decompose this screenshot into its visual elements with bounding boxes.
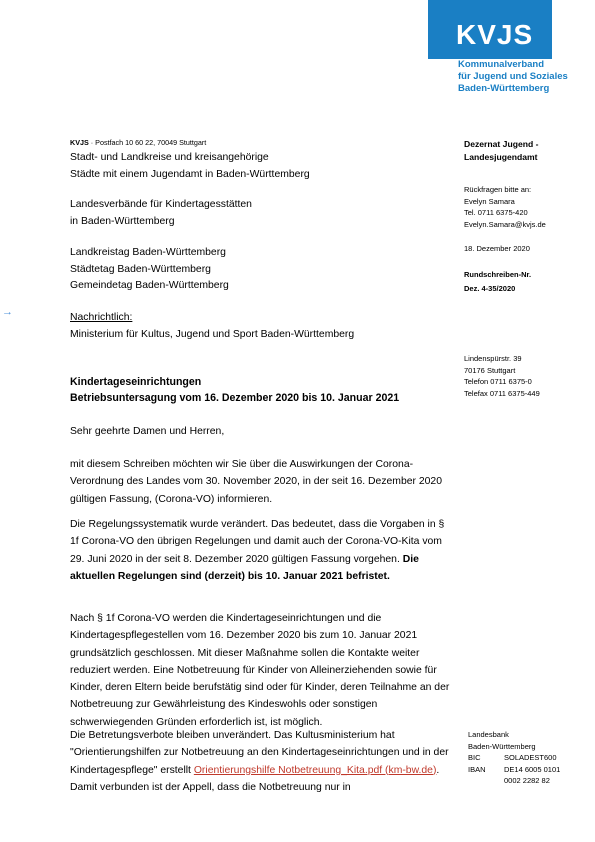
subject-line-1: Kindertageseinrichtungen [70,376,202,388]
iban-value: DE14 6005 0101 [504,764,561,774]
logo-mark: KVJS [456,19,534,50]
department-line: Dezernat Jugend - [464,139,539,149]
recipient-block-3 [70,245,229,295]
recipient-line: Landesverbände für Kindertagesstätten [70,199,252,210]
department-line: Landesjugendamt [464,151,538,162]
bank-name-line: Landesbank [468,730,509,739]
recipient-block-1 [70,150,310,183]
paragraph-2-text: Die Regelungssystematik wurde verändert. Das bedeutet, dass die Vorgaben in § 1f Corona-VO den übrigen Regelungen und damit auch der Corona-VO-Kita vom 29. Juni 2020 in der seit 8. Dezember 2020 gültigen Fassung vorgehen. [70,519,445,565]
recipient-line: Städtetag Baden-Württemberg [70,263,211,275]
contact-phone: Tel. 0711 6375-420 [464,208,528,217]
paragraph-3: Nach § 1f Corona-VO werden die Kindertageseinrichtungen und die Kindertagespflegestellen vom 16. Dezember 2020 bis zum 10. Januar 2021 grundsätzlich geschlossen. Mit dieser Maßnahme sollen die Kontakte weiter reduziert werden. Eine Notbetreuung für Kinder von Alleinerziehenden sowie für Kinder, deren Eltern beide berufstätig sind oder für Kinder, deren Teilnahme an der Notbetreuung zur Gewährleistung des Kindeswohls oder sonstigen schwerwiegenden Gründen erforderlich ist, ist möglich. [70,613,450,728]
sender-line [70,138,206,147]
paragraph-1: mit diesem Schreiben möchten wir Sie über die Auswirkungen der Corona-Verordnung des Landes vom 30. November 2020, in der seit 16. Dezember 2020 gültigen Fassung, (Corona-VO) informieren. [70,459,442,505]
letter-date: 18. Dezember 2020 [464,244,530,253]
contact-email: Evelyn.Samara@kvjs.de [464,219,546,229]
iban-label: IBAN [468,764,486,774]
address-line: 70176 Stuttgart [464,365,516,375]
circular-label: Rundschreiben-Nr. [464,270,532,279]
paragraph-4-tail: . Damit verbunden ist der Appell, dass die Notbetreuung nur in [70,764,440,793]
recipient-block-2 [70,197,252,230]
fold-mark-icon: → [2,306,13,318]
address-line: Telefax 0711 6375-449 [464,388,540,398]
department [464,138,539,163]
paragraph-4-text: Die Betretungsverbote bleiben unverändert. Das Kultusministerium hat "Orientierungshilfen zur Notbetreuung an den Kindertageseinrichtungen und in der Kindertagespflege" erstellt [70,730,449,776]
cc-recipient: Ministerium für Kultus, Jugend und Sport Baden-Württemberg [70,328,355,340]
paragraph-2 [70,516,450,585]
subject-line-2: Betriebsuntersagung vom 16. Dezember 2020 bis 10. Januar 2021 [70,391,400,404]
logo-line-3: Baden-Württemberg [458,83,550,94]
sender-org: KVJS [70,138,89,147]
recipient-line: Landkreistag Baden-Württemberg [70,247,226,258]
cc-label: Nachrichtlich: [70,312,133,323]
recipient-line: Gemeindetag Baden-Württemberg [70,280,229,291]
bank-info [468,729,560,787]
address-line: Telefon 0711 6375-0 [464,377,532,386]
contact-name: Evelyn Samara [464,196,515,206]
logo-line-2: für Jugend und Soziales [458,71,568,82]
circular-info [464,268,531,296]
orientation-guide-link[interactable]: Orientierungshilfe Notbetreuung_Kita.pdf (km-bw.de) [193,764,437,776]
logo-line-1: Kommunalverband [458,59,545,70]
iban-value-continued: 0002 2282 82 [504,776,550,785]
bank-name-line: Baden-Württemberg [468,741,536,751]
paragraph-2-emphasis: Die aktuellen Regelungen sind (derzeit) bis 10. Januar 2021 befristet. [70,553,419,582]
address-line: Lindenspürstr. 39 [464,354,522,363]
contact-info [464,184,546,230]
paragraph-4 [70,727,450,796]
circular-number: Dez. 4-35/2020 [464,284,516,293]
cc-block [70,310,354,343]
bic-value: SOLADEST600 [504,753,557,762]
logo-subtitle [458,59,568,95]
recipient-line: Städte mit einem Jugendamt in Baden-Württemberg [70,168,310,180]
office-address [464,353,540,399]
salutation: Sehr geehrte Damen und Herren, [70,426,225,437]
sender-address: · Postfach 10 60 22, 70049 Stuttgart [88,138,207,147]
contact-label: Rückfragen bitte an: [464,185,532,194]
subject [70,375,399,406]
recipient-line: Stadt- und Landkreise und kreisangehörige [70,152,269,163]
bic-label: BIC [468,753,481,762]
recipient-line: in Baden-Württemberg [70,215,175,227]
